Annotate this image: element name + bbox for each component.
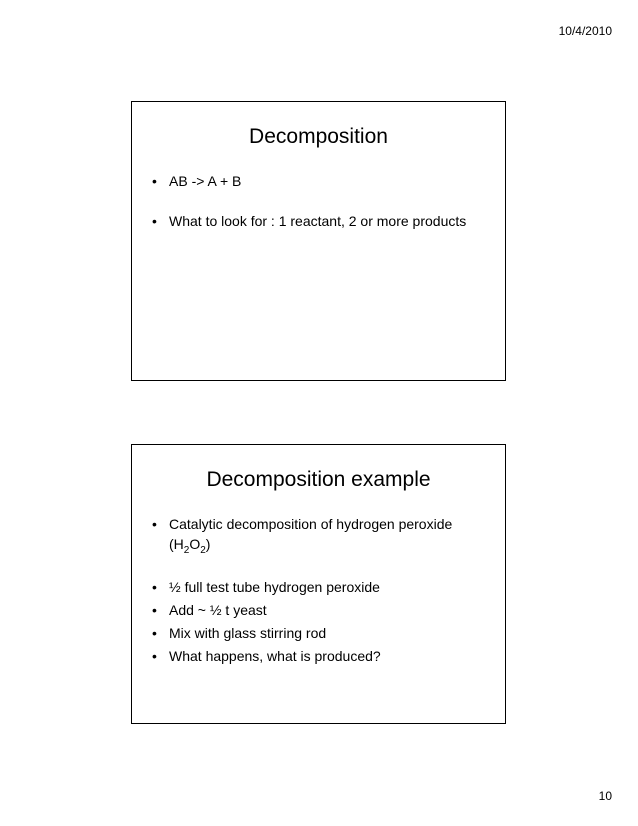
bullet-dot-icon: •	[152, 516, 157, 532]
bullet-text: What to look for : 1 reactant, 2 or more products	[169, 213, 467, 229]
bullet-item	[152, 600, 491, 620]
bullet-item	[152, 646, 491, 666]
bullet-item	[152, 211, 491, 231]
bullet-text: What happens, what is produced?	[169, 648, 381, 664]
bullet-dot-icon: •	[152, 173, 157, 189]
bullet-dot-icon: •	[152, 648, 157, 664]
bullet-text: Catalytic decomposition of hydrogen peroxide	[169, 516, 453, 532]
bullet-dot-icon: •	[152, 579, 157, 595]
bullet-dot-icon: •	[152, 625, 157, 641]
page-date: 10/4/2010	[558, 24, 612, 38]
bullet-text: Add ~ ½ t yeast	[169, 602, 267, 618]
bullet-text: AB -> A + B	[169, 173, 242, 189]
bullet-item	[152, 171, 491, 191]
bullet-text: ½ full test tube hydrogen peroxide	[169, 579, 380, 595]
slide-decomposition-example	[131, 444, 506, 724]
chemical-formula: $(H_2O_2)$	[169, 536, 211, 556]
bullet-item	[152, 623, 491, 643]
bullet-dot-icon: •	[152, 602, 157, 618]
bullet-list	[152, 514, 491, 666]
bullet-list	[152, 171, 491, 231]
bullet-item	[152, 514, 491, 554]
slide-title: Decomposition example	[206, 468, 431, 491]
bullet-dot-icon: •	[152, 213, 157, 229]
page-number: 10	[598, 789, 612, 803]
bullet-item	[152, 577, 491, 597]
slide-title: Decomposition	[249, 125, 388, 148]
slide-decomposition	[131, 101, 506, 381]
bullet-text: Mix with glass stirring rod	[169, 625, 327, 641]
